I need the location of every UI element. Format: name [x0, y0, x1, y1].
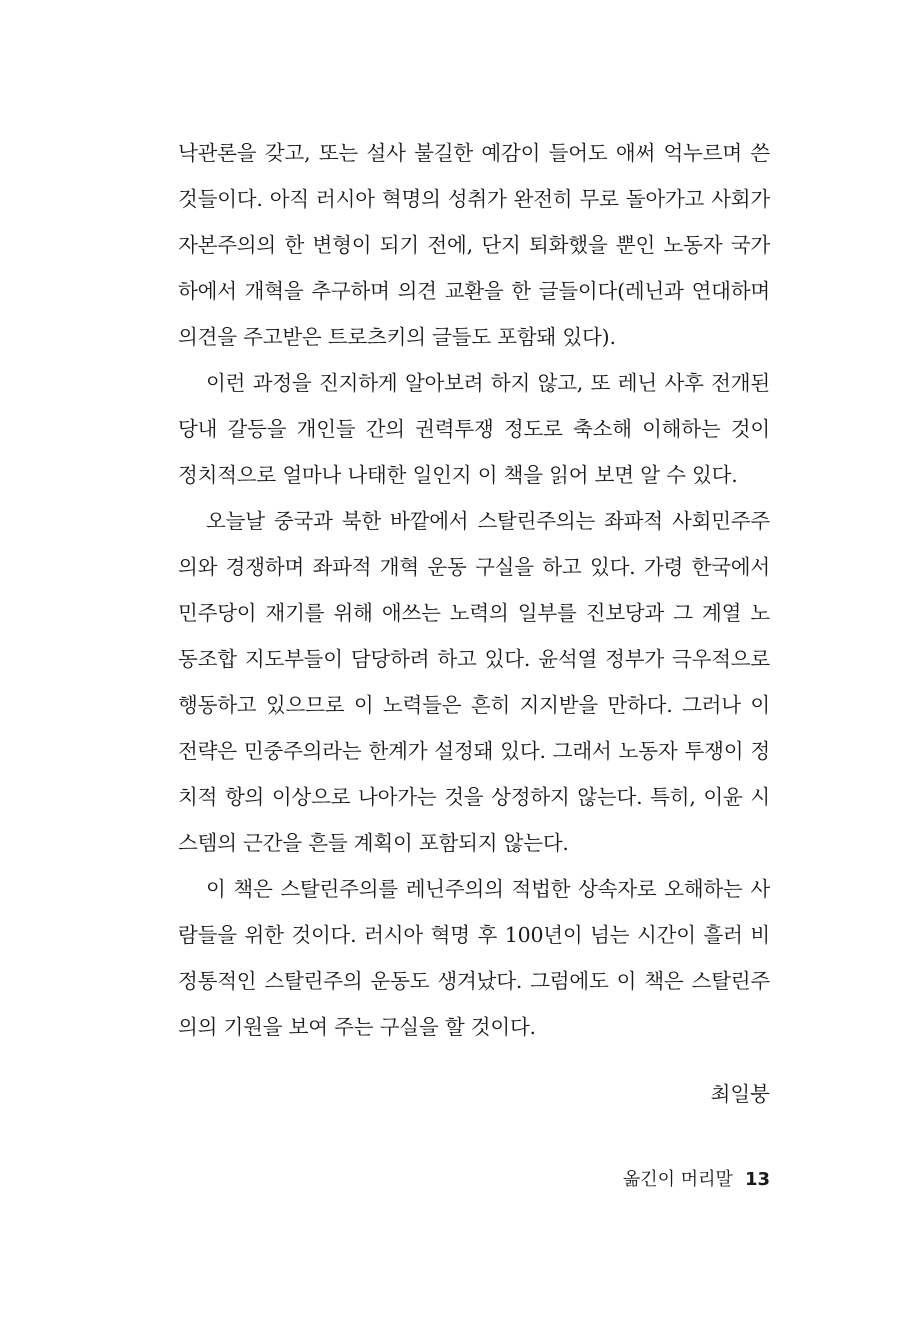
text-line: 이런 과정을 진지하게 알아보려 하지 않고, 또 레닌 사후 전개된 — [206, 371, 770, 395]
paragraph — [178, 360, 770, 498]
text-line: 치적 항의 이상으로 나아가는 것을 상정하지 않는다. 특히, 이윤 시 — [178, 785, 770, 809]
text-line: 의견을 주고받은 트로츠키의 글들도 포함돼 있다). — [178, 325, 616, 349]
text-line: 의의 기원을 보여 주는 구실을 할 것이다. — [178, 1015, 536, 1039]
page-number: 13 — [744, 1169, 770, 1190]
text-line: 오늘날 중국과 북한 바깥에서 스탈린주의는 좌파적 사회민주주 — [206, 509, 770, 533]
paragraph — [178, 130, 770, 360]
text-line: 스템의 근간을 흔들 계획이 포함되지 않는다. — [178, 831, 569, 855]
body-text — [178, 130, 770, 1050]
text-line: 람들을 위한 것이다. 러시아 혁명 후 100년이 넘는 시간이 흘러 비 — [178, 923, 770, 947]
text-line: 자본주의의 한 변형이 되기 전에, 단지 퇴화했을 뿐인 노동자 국가 — [178, 233, 770, 257]
text-line: 당내 갈등을 개인들 간의 권력투쟁 정도로 축소해 이해하는 것이 — [178, 417, 770, 441]
paragraph — [178, 866, 770, 1050]
page-footer — [623, 1164, 770, 1196]
translator-signature: 최일붕 — [710, 1082, 770, 1106]
paragraph — [178, 498, 770, 866]
text-line: 정통적인 스탈린주의 운동도 생겨났다. 그럼에도 이 책은 스탈린주 — [178, 969, 770, 993]
text-line: 동조합 지도부들이 담당하려 하고 있다. 윤석열 정부가 극우적으로 — [178, 647, 770, 671]
running-header-title: 옮긴이 머리말 — [622, 1169, 733, 1190]
text-line: 행동하고 있으므로 이 노력들은 흔히 지지받을 만하다. 그러나 이 — [178, 693, 770, 717]
text-line: 낙관론을 갖고, 또는 설사 불길한 예감이 들어도 애써 억누르며 쓴 — [178, 141, 770, 165]
text-line: 정치적으로 얼마나 나태한 일인지 이 책을 읽어 보면 알 수 있다. — [178, 463, 738, 487]
text-line: 이 책은 스탈린주의를 레닌주의의 적법한 상속자로 오해하는 사 — [206, 877, 770, 901]
text-line: 전략은 민중주의라는 한계가 설정돼 있다. 그래서 노동자 투쟁이 정 — [178, 739, 770, 763]
text-line: 의와 경쟁하며 좌파적 개혁 운동 구실을 하고 있다. 가령 한국에서 — [178, 555, 770, 579]
text-line: 하에서 개혁을 추구하며 의견 교환을 한 글들이다(레닌과 연대하며 — [178, 279, 770, 303]
text-line: 민주당이 재기를 위해 애쓰는 노력의 일부를 진보당과 그 계열 노 — [178, 601, 770, 625]
text-line: 것들이다. 아직 러시아 혁명의 성취가 완전히 무로 돌아가고 사회가 — [178, 187, 770, 211]
